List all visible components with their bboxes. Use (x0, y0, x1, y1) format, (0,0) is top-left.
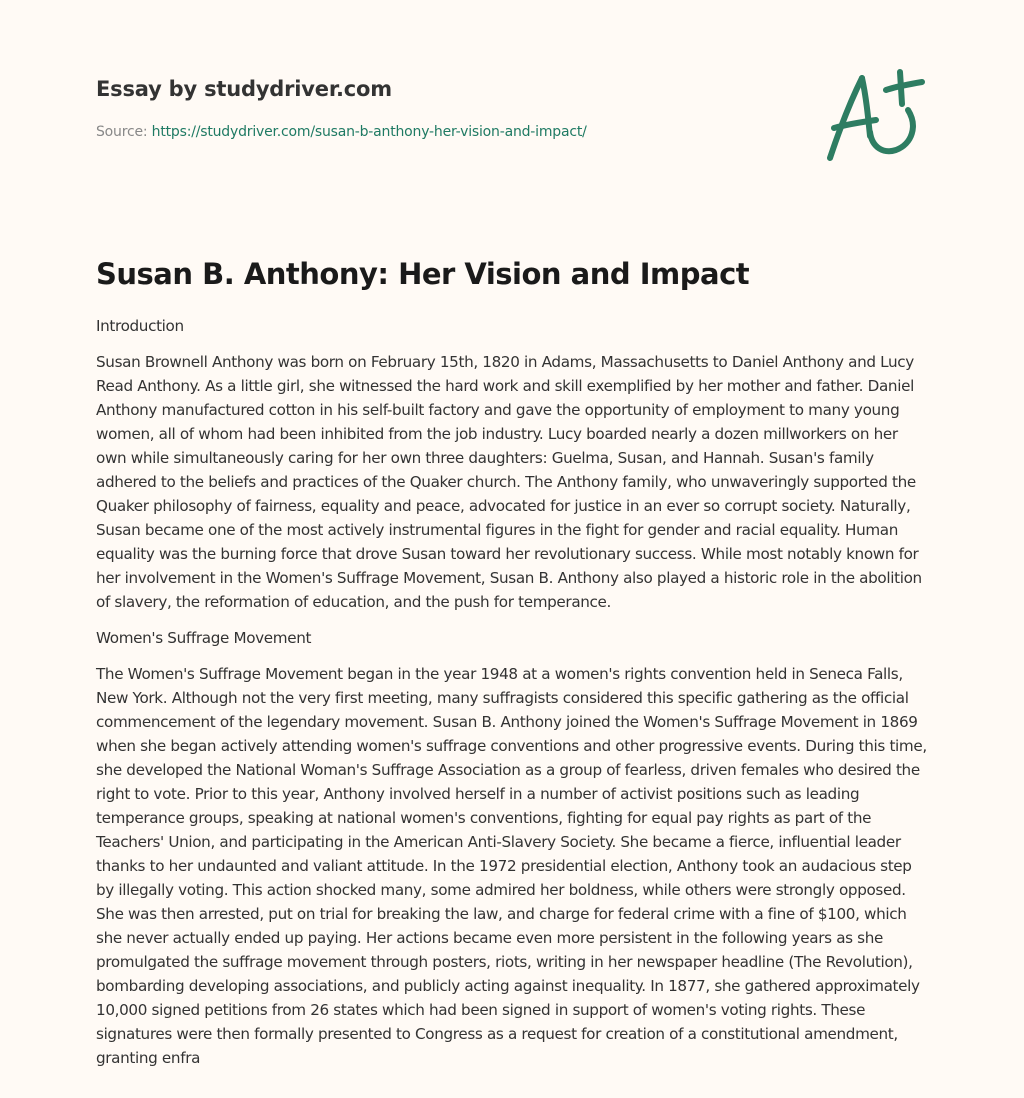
paragraph-introduction: Susan Brownell Anthony was born on February 15th, 1820 in Adams, Massachusetts to Daniel Anthony and Lucy Read Anthony. As a little girl, she witnessed the hard work and skill exemplified by her mother and father. Daniel Anthony manufactured cotton in his self-built factory and gave the opportunity of employment to many young women, all of whom had been inhibited from the job industry. Lucy boarded nearly a dozen millworkers on her own while simultaneously caring for her own three daughters: Guelma, Susan, and Hannah. Susan's family adhered to the beliefs and practices of the Quaker church. The Anthony family, who unwaveringly supported the Quaker philosophy of fairness, equality and peace, advocated for justice in an ever so corrupt society. Naturally, Susan became one of the most actively instrumental figures in the fight for gender and racial equality. Human equality was the burning force that drove Susan toward her revolutionary success. While most notably known for her involvement in the Women's Suffrage Movement, Susan B. Anthony also played a historic role in the abolition of slavery, the reformation of education, and the push for temperance. (96, 353, 922, 611)
paragraph-womens-suffrage: The Women's Suffrage Movement began in the year 1948 at a women's rights convention held in Seneca Falls, New York. Although not the very first meeting, many suffragists considered this specific gathering as the official commencement of the legendary movement. Susan B. Anthony joined the Women's Suffrage Movement in 1869 when she began actively attending women's suffrage conventions and other progressive events. During this time, she developed the National Woman's Suffrage Association as a group of fearless, driven females who desired the right to vote. Prior to this year, Anthony involved herself in a number of activist positions such as leading temperance groups, speaking at national women's conventions, fighting for equal pay rights as part of the Teachers' Union, and participating in the American Anti-Slavery Society. She became a fierce, influential leader thanks to her undaunted and valiant attitude. In the 1972 presidential election, Anthony took an audacious step by illegally voting. This action shocked many, some admired her boldness, while others were strongly opposed. She was then arrested, put on trial for breaking the law, and charge for federal crime with a fine of $100, which she never actually ended up paying. Her actions became even more persistent in the following years as she promulgated the suffrage movement through posters, riots, writing in her newspaper headline (The Revolution), bombarding developing associations, and publicly acting against inequality. In 1877, she gathered approximately 10,000 signed petitions from 26 states which had been signed in support of women's voting rights. These signatures were then formally presented to Congress as a request for creation of a constitutional amendment, granting enfra (96, 665, 927, 1067)
source-line (96, 122, 928, 142)
essay-header (96, 74, 928, 142)
brand-title: Essay by studydriver.com (96, 77, 392, 101)
section-heading-introduction: Introduction (96, 317, 184, 335)
source-link[interactable]: https://studydriver.com/susan-b-anthony-her-vision-and-impact/ (151, 124, 587, 140)
essay-title: Susan B. Anthony: Her Vision and Impact (96, 257, 750, 291)
a-plus-grade-icon (822, 66, 932, 166)
essay-body (96, 314, 930, 1082)
section-heading-womens-suffrage: Women's Suffrage Movement (96, 629, 312, 647)
source-label: Source: (96, 124, 148, 140)
